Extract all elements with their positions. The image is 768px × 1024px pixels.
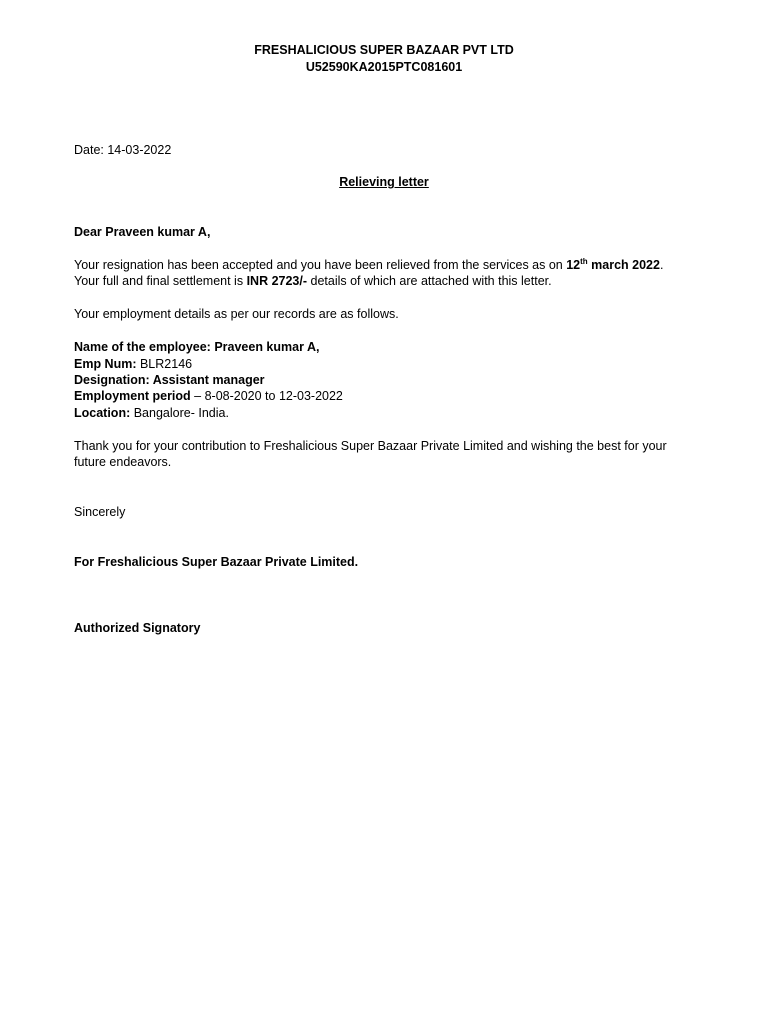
letter-title-text: Relieving letter: [339, 175, 429, 189]
resignation-text: Your resignation has been accepted and you have been relieved from the services as on: [74, 258, 567, 272]
settlement-text-end: details of which are attached with this letter.: [307, 274, 552, 288]
resignation-end: .: [659, 258, 664, 272]
employee-designation: Designation: Assistant manager: [74, 373, 265, 387]
paragraph-resignation-line2: [74, 273, 552, 289]
paragraph-records: Your employment details as per our records are as follows.: [74, 307, 399, 321]
closing: Sincerely: [74, 505, 126, 519]
relieving-month-year: march 2022: [587, 258, 660, 272]
company-name: FRESHALICIOUS SUPER BAZAAR PVT LTD: [254, 43, 514, 57]
period-label: Employment period: [74, 389, 191, 403]
employment-period: [74, 388, 343, 404]
employee-location: [74, 405, 229, 421]
emp-num-label: Emp Num:: [74, 357, 137, 371]
location-label: Location:: [74, 406, 131, 420]
letter-title: [0, 174, 768, 190]
authorized-signatory: Authorized Signatory: [74, 621, 201, 635]
settlement-text: Your full and final settlement is: [74, 274, 247, 288]
settlement-amount: INR 2723/-: [246, 274, 308, 288]
paragraph-resignation-line1: [74, 257, 663, 273]
location-value: Bangalore- India.: [130, 406, 229, 420]
letter-date: Date: 14-03-2022: [74, 143, 172, 157]
employee-number: [74, 356, 192, 372]
thanks-line-2: future endeavors.: [74, 455, 172, 469]
for-company: For Freshalicious Super Bazaar Private Limited.: [74, 555, 359, 569]
relieving-day: 12: [566, 258, 581, 272]
relieving-day-suffix: th: [580, 257, 588, 266]
employee-name: Name of the employee: Praveen kumar A,: [74, 340, 320, 354]
thanks-line-1: Thank you for your contribution to Freshalicious Super Bazaar Private Limited and wishing the best for your: [74, 439, 667, 453]
company-cin: U52590KA2015PTC081601: [305, 60, 463, 74]
emp-num-value: BLR2146: [136, 357, 193, 371]
salutation: Dear Praveen kumar A,: [74, 225, 211, 239]
period-value: – 8-08-2020 to 12-03-2022: [190, 389, 343, 403]
relieving-date: [566, 258, 660, 272]
